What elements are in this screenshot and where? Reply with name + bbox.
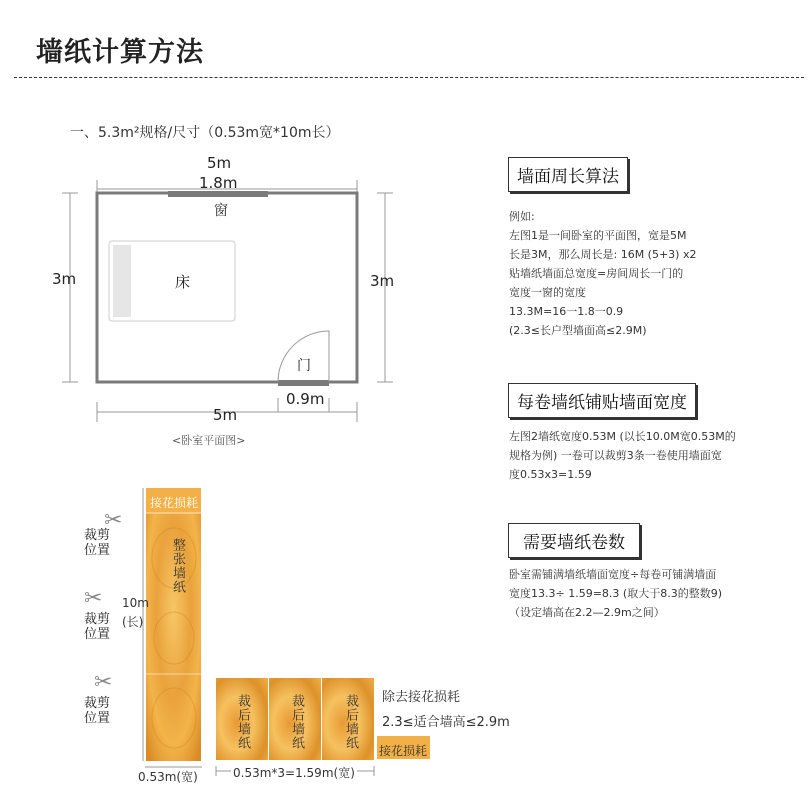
window-label: 窗 [214,203,228,219]
roll-top-label: 接花损耗 [150,496,199,510]
title-divider [14,77,804,78]
bed-label: 床 [175,273,191,291]
roll-count-line: 宽度13.3÷ 1.59=8.3 (取大于8.3的整数9) [509,587,722,600]
window-width-label: 1.8m [199,174,238,192]
section-roll-width-text [509,427,736,484]
perimeter-line: (2.3≤长户型墙面高≤2.9M) [509,324,647,337]
door-width-label: 0.9m [286,390,325,408]
perimeter-line: 贴墙纸墙面总宽度=房间周长一门的 [509,267,684,280]
left-height-label: 3m [52,270,77,288]
bottom-width-label: 5m [213,406,238,424]
right-height-label: 3m [370,272,395,290]
roll-count-line: 卧室需铺满墙纸墙面宽度÷每卷可铺满墙面 [509,568,717,581]
roll-length-unit: (长) [122,615,144,629]
bed-pillow [113,245,131,317]
door-label: 门 [297,358,311,374]
roll-width-line: 规格为例) 一卷可以裁剪3条一卷使用墙面宽 [509,449,722,462]
perimeter-line: 宽度一窗的宽度 [509,286,586,299]
page-title: 墙纸计算方法 [36,37,204,68]
roll-body [146,488,201,761]
roll-length-value: 10m [122,596,149,610]
scissors-icon: ✂ [104,508,123,533]
perimeter-line: 长是3M，那么周长是: 16M (5+3) x2 [509,248,697,261]
perimeter-line: 13.3M=16一1.8一0.9 [509,305,624,318]
scissors-icon: ✂ [84,586,103,611]
section-roll-width-heading: 每卷墙纸铺贴墙面宽度 [508,383,696,418]
roll-width-line: 度0.53x3=1.59 [509,468,592,481]
strips-note-2: 2.3≤适合墙高≤2.9m [382,715,510,730]
cut-strip-label-1: 裁后墙纸 [235,694,250,750]
perimeter-line: 左图1是一间卧室的平面图，宽是5M [509,229,687,242]
strips-note-1: 除去接花损耗 [382,690,461,705]
section-roll-count-heading: 需要墙纸卷数 [508,523,640,558]
cut-strip-label-3: 裁后墙纸 [343,694,358,750]
cut-position-label-2: 裁剪位置 [84,612,111,642]
roll-width-label: 0.53m(宽) [138,770,198,784]
cut-strip-label-2: 裁后墙纸 [289,694,304,750]
floorplan-diagram [40,150,430,435]
spec-text: 一、5.3m²规格/尺寸（0.53m宽*10m长） [70,125,340,141]
section-roll-count-text [509,565,722,622]
cut-position-label-1: 裁剪位置 [84,528,111,558]
strips-total-width: 0.53m*3=1.59m(宽) [233,766,355,780]
cut-position-label-3: 裁剪位置 [84,696,111,726]
door-opening [278,380,329,386]
waste-piece-label: 接花损耗 [379,744,428,758]
perimeter-line: 例如: [509,210,535,223]
floorplan-caption: <卧室平面图> [172,434,246,447]
section-perimeter-heading: 墙面周长算法 [508,157,628,192]
top-width-label: 5m [207,154,232,172]
scissors-icon: ✂ [94,670,113,695]
roll-width-line: 左图2墙纸宽度0.53M (以长10.0M宽0.53M的 [509,430,736,443]
roll-count-line: （设定墙高在2.2—2.9m之间） [509,606,665,619]
section-perimeter-text [509,207,696,340]
roll-body-label: 整张墙纸 [170,538,185,594]
